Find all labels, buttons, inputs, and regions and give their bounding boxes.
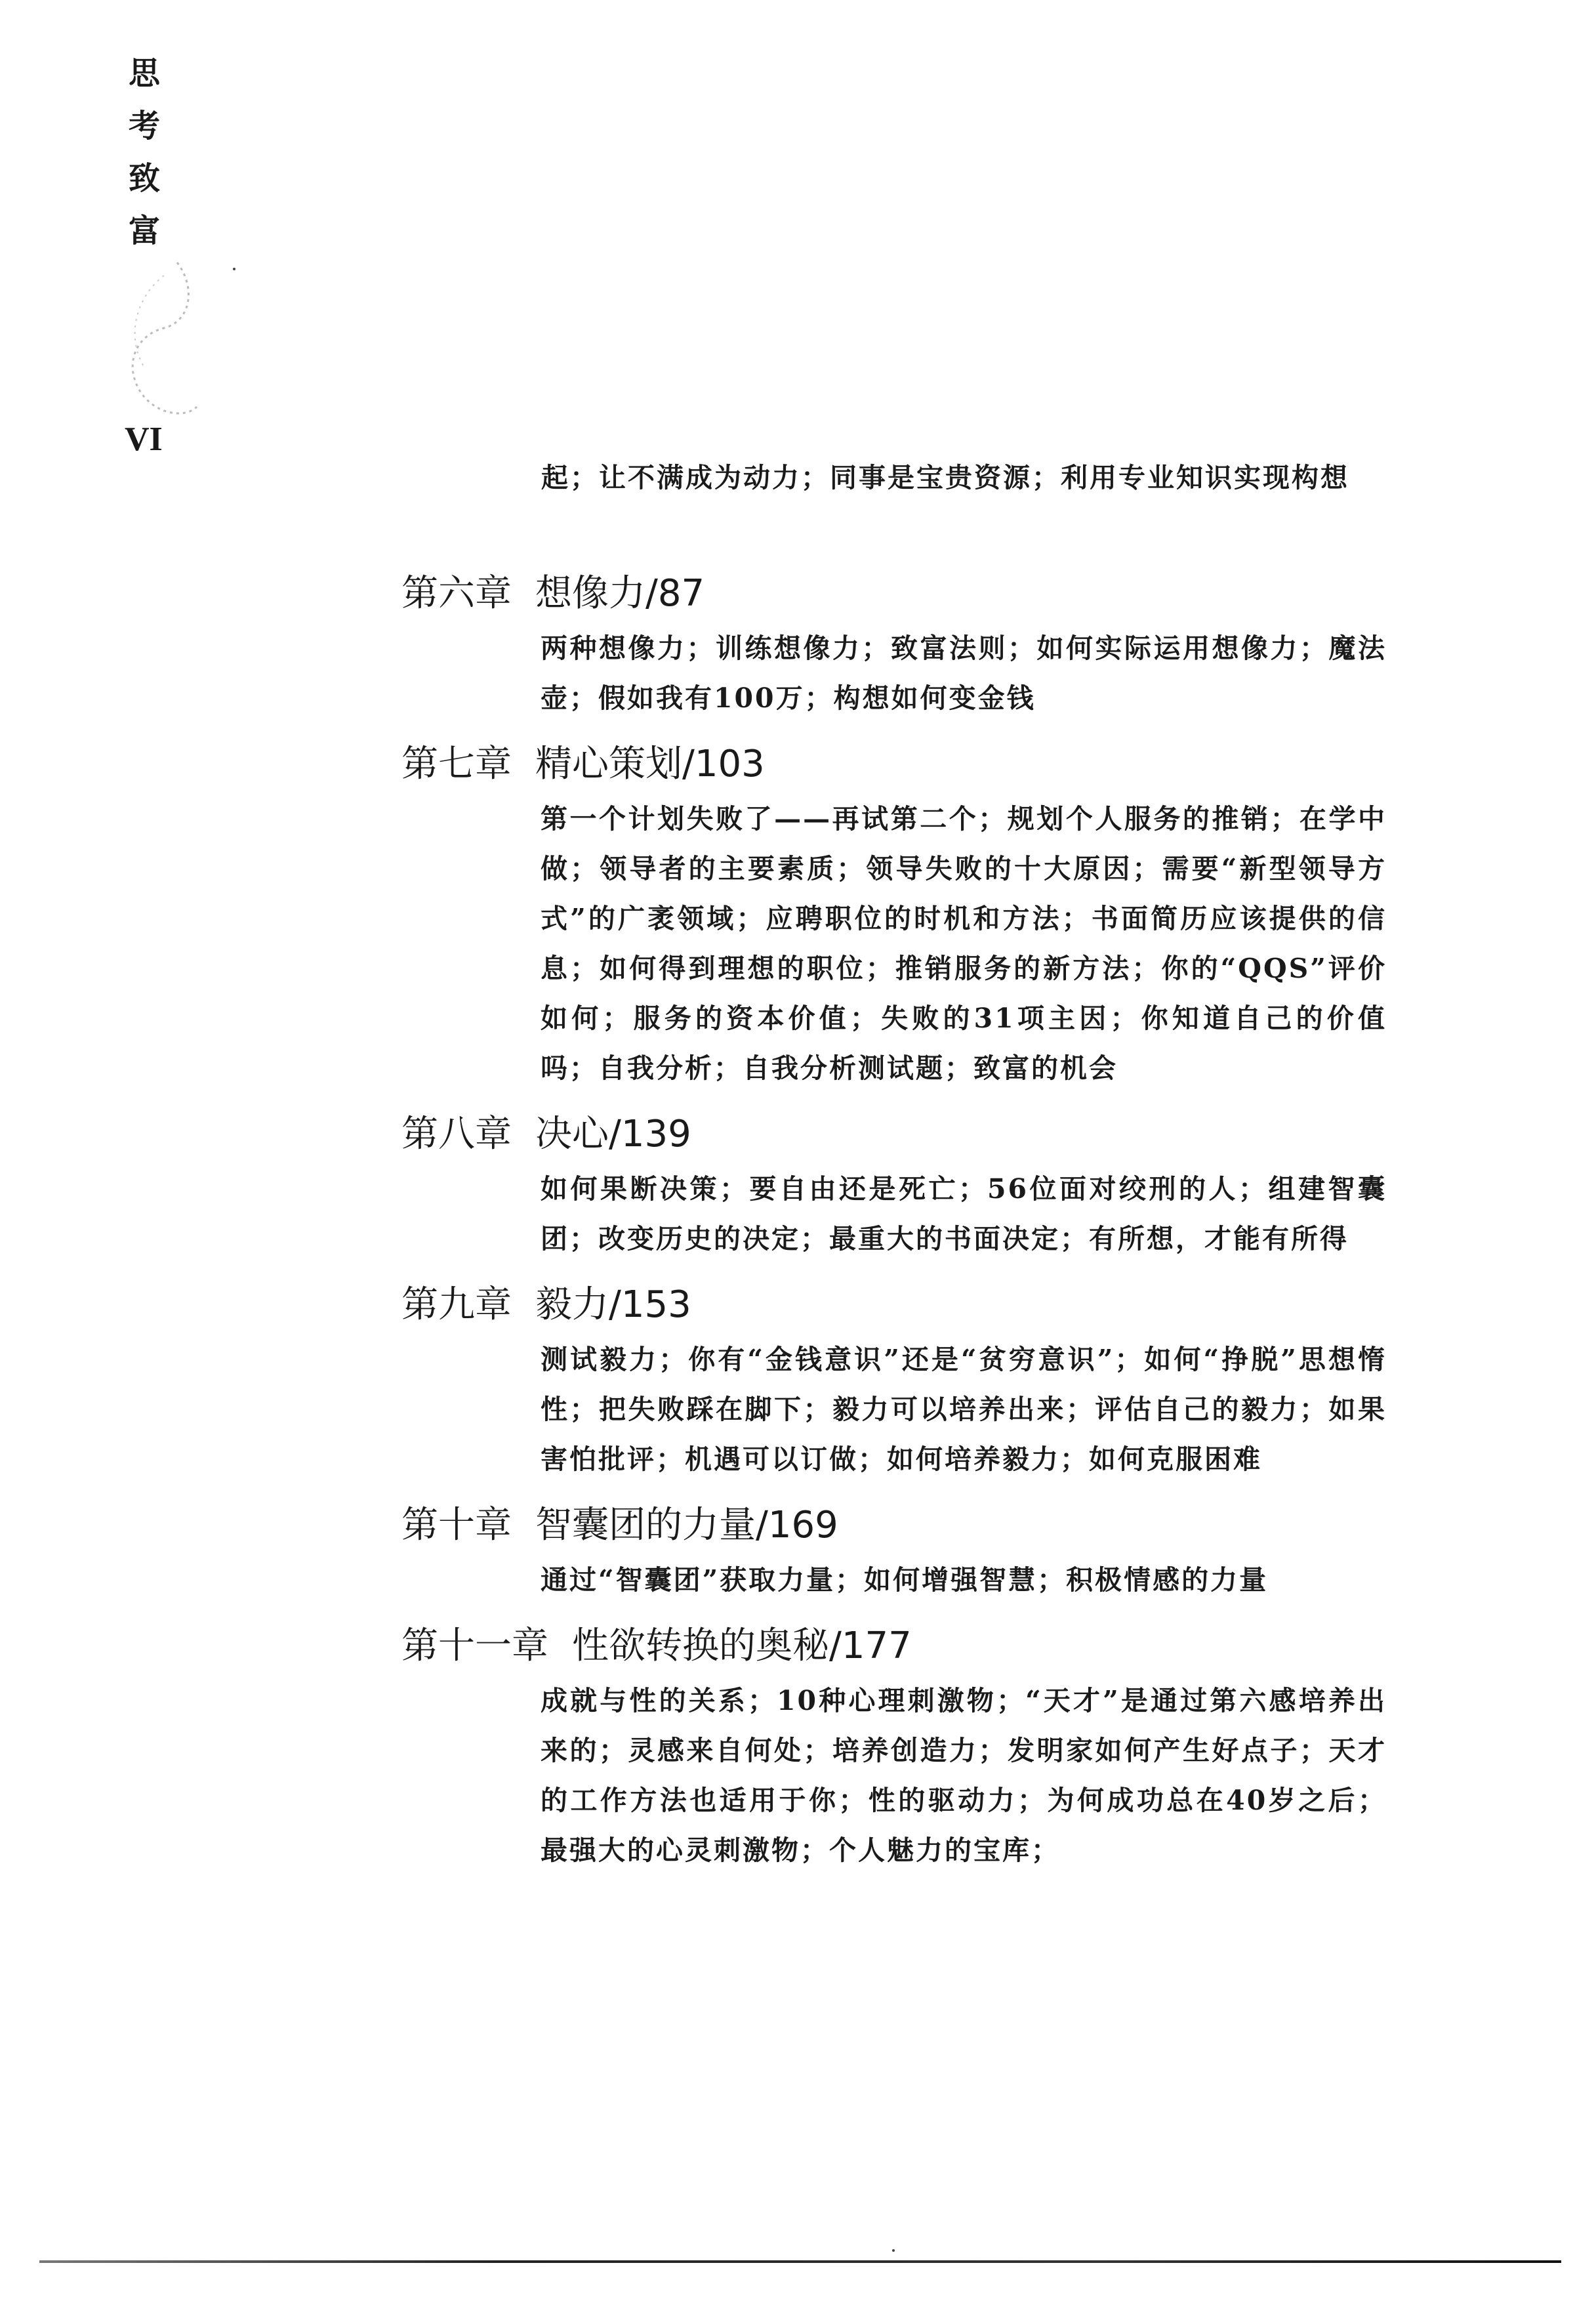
running-title <box>125 47 164 257</box>
chapter-title: 毅力/153 <box>535 1283 691 1326</box>
page-number: VI <box>125 421 163 458</box>
chapter-number: 第八章 <box>401 1113 512 1155</box>
running-title-char: 致 <box>128 160 160 197</box>
decorative-swirl-icon <box>98 249 203 433</box>
chapter-heading <box>401 564 1392 623</box>
chapter-number: 第九章 <box>401 1283 512 1326</box>
chapter-number: 第六章 <box>401 572 512 615</box>
chapter-title: 决心/139 <box>535 1113 691 1155</box>
chapter-title: 智囊团的力量/169 <box>535 1504 838 1546</box>
chapter-number: 第十一章 <box>401 1625 548 1667</box>
chapter-number: 第七章 <box>401 743 512 785</box>
chapter-title: 精心策划/103 <box>535 743 765 785</box>
chapter-heading <box>401 1496 1392 1555</box>
running-title-char: 思 <box>128 55 160 92</box>
bottom-rule <box>39 2260 1561 2263</box>
chapter-number: 第十章 <box>401 1504 512 1546</box>
scan-speck <box>892 2249 895 2252</box>
chapter-title: 想像力/87 <box>535 572 705 615</box>
chapter-entry <box>401 735 1392 1093</box>
chapter-description: 两种想像力；训练想像力；致富法则；如何实际运用想像力；魔法壶；假如我有100万；构想如何变金钱 <box>541 632 1387 714</box>
chapter-heading <box>401 1617 1392 1676</box>
chapter-description: 成就与性的关系；10种心理刺激物；“天才”是通过第六感培养出来的；灵感来自何处；培养创造力；发明家如何产生好点子；天才的工作方法也适用于你；性的驱动力；为何成功总在40岁之后；最强大的心灵刺激物；个人魅力的宝库； <box>541 1685 1387 1866</box>
chapter-description: 测试毅力；你有“金钱意识”还是“贫穷意识”；如何“挣脱”思想惰性；把失败踩在脚下；毅力可以培养出来；评估自己的毅力；如果害怕批评；机遇可以订做；如何培养毅力；如何克服困难 <box>541 1344 1387 1475</box>
chapter-heading <box>401 735 1392 794</box>
chapter-entry <box>401 1275 1392 1484</box>
chapter-heading <box>401 1105 1392 1164</box>
chapter-heading <box>401 1275 1392 1335</box>
running-title-char: 富 <box>128 213 160 249</box>
continuation-text: 起；让不满成为动力；同事是宝贵资源；利用专业知识实现构想 <box>541 462 1349 493</box>
chapter-entry <box>401 1496 1392 1605</box>
table-of-contents <box>401 564 1392 1887</box>
chapter-description: 通过“智囊团”获取力量；如何增强智慧；积极情感的力量 <box>541 1564 1269 1596</box>
chapter-entry <box>401 1617 1392 1875</box>
chapter-entry <box>401 1105 1392 1264</box>
chapter-description: 如何果断决策；要自由还是死亡；56位面对绞刑的人；组建智囊团；改变历史的决定；最重大的书面决定；有所想，才能有所得 <box>541 1173 1387 1254</box>
chapter-description: 第一个计划失败了——再试第二个；规划个人服务的推销；在学中做；领导者的主要素质；领导失败的十大原因；需要“新型领导方式”的广袤领域；应聘职位的时机和方法；书面简历应该提供的信息；如何得到理想的职位；推销服务的新方法；你的“QQS”评价如何；服务的资本价值；失败的31项主因；你知道自己的价值吗；自我分析；自我分析测试题；致富的机会 <box>541 803 1387 1084</box>
chapter-title: 性欲转换的奥秘/177 <box>572 1625 912 1667</box>
scan-speck <box>233 268 235 270</box>
running-title-char: 考 <box>128 108 160 144</box>
chapter-entry <box>401 564 1392 723</box>
